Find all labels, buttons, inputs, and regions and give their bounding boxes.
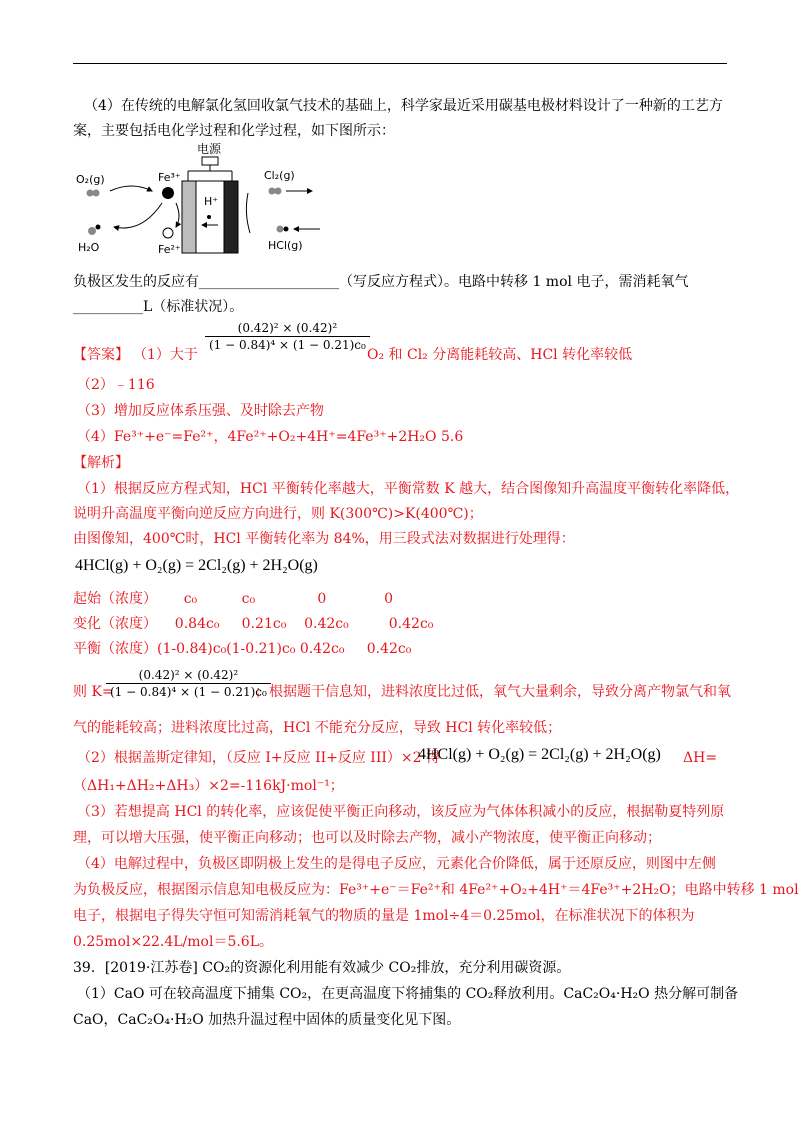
- delta-h-label: ΔH=: [683, 750, 718, 766]
- svg-text:Fe³⁺: Fe³⁺: [158, 171, 181, 184]
- header-rule: [73, 63, 727, 64]
- analysis-4d: 0.25mol×22.4L/mol＝5.6L。: [73, 934, 274, 950]
- power-source-icon: [202, 157, 218, 165]
- svg-text:HCl(g): HCl(g): [268, 239, 303, 252]
- ice-row-equilibrium: 平衡（浓度）(1-0.84)c₀(1-0.21)c₀ 0.42c₀ 0.42c₀: [73, 641, 412, 657]
- fe3-icon: [162, 187, 174, 199]
- left-electrode: [182, 181, 196, 253]
- q4-line-1: （4）在传统的电解氯化氢回收氯气技术的基础上，科学家最近采用碳基电极材料设计了一种新的工艺方: [84, 98, 723, 114]
- svg-text:Cl₂(g): Cl₂(g): [264, 169, 295, 182]
- analysis-1d: 气的能耗较高；进料浓度比过高，HCl 不能充分反应，导致 HCl 转化率较低；: [73, 720, 562, 736]
- answer-1-prefix: （1）大于: [133, 347, 198, 363]
- q4-line-3: 负极区发生的反应有____________________（写反应方程式）。电路中转移 1 mol 电子，需消耗氧气: [73, 274, 689, 290]
- analysis-2a: （2）根据盖斯定律知，（反应 I+反应 II+反应 III）×2 得: [77, 750, 440, 766]
- analysis-3a: （3）若想提高 HCl 的转化率，应该促使平衡正向移动，该反应为气体体积减小的反应，根据勒夏特列原: [77, 804, 725, 820]
- analysis-1b: 说明升高温度平衡向逆反应方向进行，则 K(300℃)>K(400℃)；: [73, 506, 483, 522]
- analysis-2b: （ΔH₁+ΔH₂+ΔH₃）×2=-116kJ·mol⁻¹；: [73, 778, 344, 794]
- electrolysis-diagram: [72, 143, 342, 263]
- q39-line-1: 39．[2019·江苏卷] CO₂的资源化利用能有效减少 CO₂排放，充分利用碳资源。: [73, 960, 571, 976]
- analysis-label: 【解析】: [73, 455, 129, 471]
- answer-label: 【答案】: [73, 347, 129, 363]
- q39-line-2: （1）CaO 可在较高温度下捕集 CO₂，在更高温度下将捕集的 CO₂释放利用。CaC₂O₄·H₂O 热分解可制备: [77, 986, 739, 1002]
- svg-text:H⁺: H⁺: [204, 195, 219, 208]
- fe2-icon: [163, 228, 173, 238]
- answer-4: （4）Fe³⁺+e⁻=Fe²⁺，4Fe²⁺+O₂+4H⁺=4Fe³⁺+2H₂O 5.6: [77, 429, 464, 445]
- right-electrode: [224, 181, 238, 253]
- k-fraction-answer: $\frac{\text{(0.42)² × (0.42)²}}{\text{(1 − 0.84)⁴ × (1 − 0.21)c₀}}$: [205, 320, 370, 353]
- power-label: 电源: [196, 143, 222, 156]
- ice-row-start: 起始（浓度） c₀ c₀ 0 0: [73, 591, 394, 607]
- answer-3: （3）增加反应体系压强、及时除去产物: [77, 403, 324, 419]
- analysis-1a: （1）根据反应方程式知，HCl 平衡转化率越大，平衡常数 K 越大，结合图像知升高温度平衡转化率降低，: [77, 481, 740, 497]
- equation-hess: 4HCl(g) + O₂(g) = 2Cl₂(g) + 2H₂O(g): [418, 746, 661, 763]
- equation-main: 4HCl(g) + O₂(g) = 2Cl₂(g) + 2H₂O(g): [75, 557, 318, 574]
- k-fraction-analysis: $\frac{\text{(0.42)² × (0.42)²}}{\text{(1 − 0.84)⁴ × (1 − 0.21)c₀}}$: [106, 667, 271, 700]
- answer-1-suffix: O₂ 和 Cl₂ 分离能耗较高、HCl 转化率较低: [367, 347, 633, 363]
- answer-2: （2）﹣116: [77, 377, 155, 393]
- analysis-3b: 理，可以增大压强，使平衡正向移动；也可以及时除去产物，减小产物浓度，使平衡正向移动；: [73, 830, 661, 846]
- svg-text:H₂O: H₂O: [78, 241, 100, 254]
- analysis-4c: 电子，根据电子得失守恒可知需消耗氧气的物质的量是 1mol÷4＝0.25mol，在标准状况下的体积为: [73, 908, 695, 924]
- svg-text:O₂(g): O₂(g): [76, 173, 105, 186]
- analysis-4a: （4）电解过程中，负极区即阴极上发生的是得电子反应，元素化合价降低，属于还原反应，则图中左侧: [77, 856, 716, 872]
- q39-line-3: CaO，CaC₂O₄·H₂O 加热升温过程中固体的质量变化见下图。: [73, 1012, 461, 1028]
- analysis-4b: 为负极反应，根据图示信息知电极反应为：Fe³⁺+e⁻＝Fe²⁺和 4Fe²⁺+O₂+4H⁺＝4Fe³⁺+2H₂O；电路中转移 1 mol: [73, 882, 799, 898]
- analysis-1c: 由图像知，400℃时，HCl 平衡转化率为 84%，用三段式法对数据进行处理得：: [73, 531, 575, 547]
- k-suffix: ；根据题干信息知，进料浓度比过低，氧气大量剩余，导致分离产物氯气和氧: [255, 684, 731, 700]
- q4-line-4: __________L（标准状况）。: [73, 299, 244, 315]
- svg-text:Fe²⁺: Fe²⁺: [158, 243, 181, 256]
- k-prefix: 则 K=: [73, 684, 114, 700]
- ice-row-change: 变化（浓度） 0.84c₀ 0.21c₀ 0.42c₀ 0.42c₀: [73, 616, 434, 632]
- q4-line-2: 案，主要包括电化学过程和化学过程，如下图所示：: [73, 123, 395, 139]
